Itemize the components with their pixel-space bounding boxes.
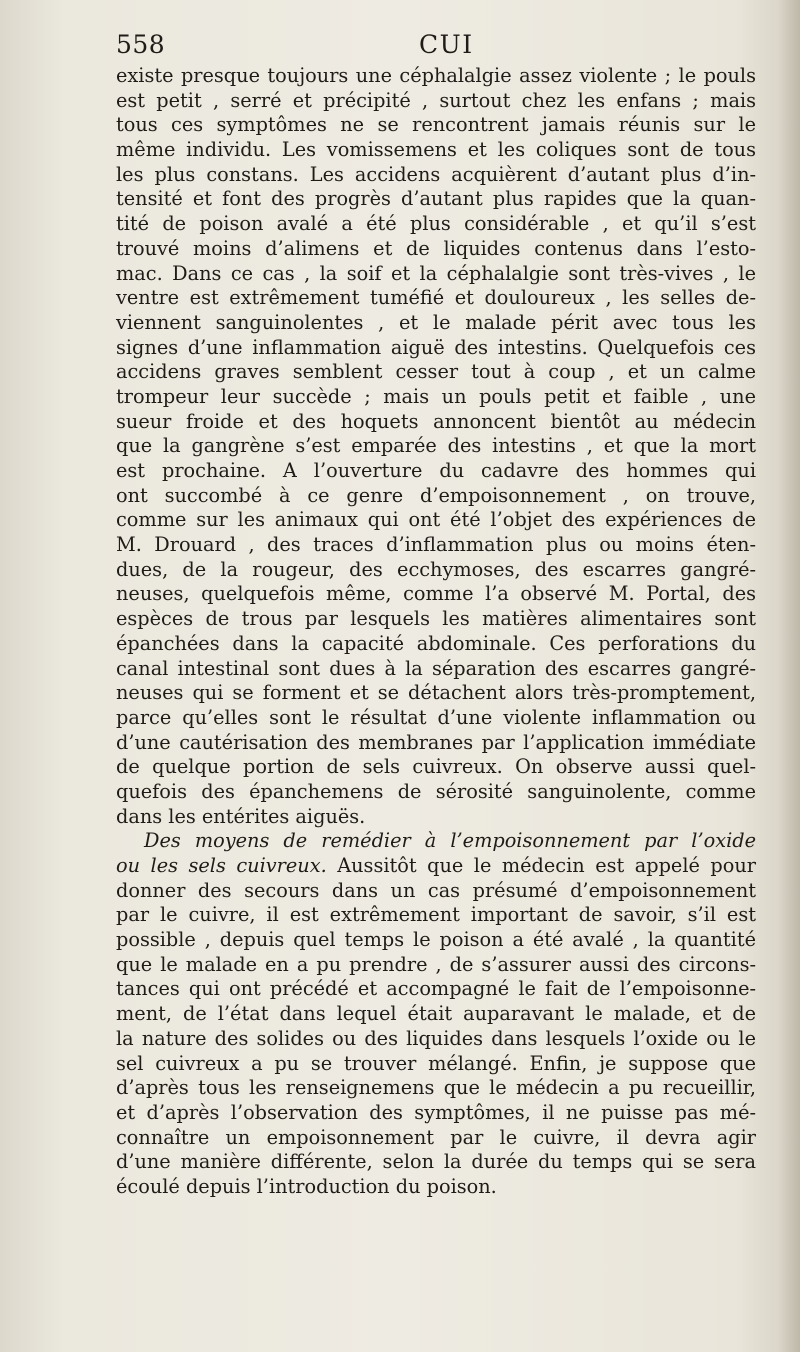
text-line: ont succombé à ce genre d’empoisonnement , on trouve,	[116, 483, 756, 507]
section-title: Des moyens de remédier à l’empoisonnement par l’oxide	[144, 829, 756, 853]
text-line-paragraph-end: écoulé depuis l’introduction du poison.	[116, 1174, 497, 1198]
section-title-end: ou les sels cuivreux.	[116, 854, 327, 877]
text-line: même individu. Les vomissemens et les coliques sont de tous	[116, 138, 756, 162]
text-line: est petit , serré et précipité , surtout chez les enfans ; mais	[116, 88, 756, 112]
text-line: connaître un empoisonnement par le cuivre, il devra agir	[116, 1125, 756, 1149]
text-line: tous ces symptômes ne se rencontrent jamais réunis sur le	[116, 113, 756, 137]
text-line: trompeur leur succède ; mais un pouls petit et faible , une	[116, 384, 756, 408]
text-line: signes d’une inflammation aiguë des intestins. Quelquefois ces	[116, 335, 756, 359]
text-line-paragraph-end: dans les entérites aiguës.	[116, 804, 366, 828]
page-header	[116, 30, 756, 64]
text-line: espèces de trous par lesquels les matières alimentaires sont	[116, 607, 756, 631]
text-line: canal intestinal sont dues à la séparation des escarres gangré-	[116, 656, 756, 680]
text-line: mac. Dans ce cas , la soif et la céphalalgie sont très-vives , le	[116, 261, 756, 285]
text-line: d’après tous les renseignemens que le médecin a pu recueillir,	[116, 1076, 756, 1100]
text-line: neuses, quelquefois même, comme l’a observé M. Portal, des	[116, 582, 756, 606]
text-line: d’une manière différente, selon la durée du temps qui se sera	[116, 1150, 756, 1174]
text-line: ment, de l’état dans lequel était auparavant le malade, et de	[116, 1002, 756, 1026]
text-line: tité de poison avalé a été plus considérable , et qu’il s’est	[116, 212, 756, 236]
text-line: la nature des solides ou des liquides dans lesquels l’oxide ou le	[116, 1026, 756, 1050]
section-title-continued	[116, 854, 756, 879]
text-line: trouvé moins d’alimens et de liquides contenus dans l’esto-	[116, 236, 756, 260]
text-line: d’une cautérisation des membranes par l’application immédiate	[116, 730, 756, 754]
text-line: M. Drouard , des traces d’inflammation plus ou moins éten-	[116, 533, 756, 557]
text-line: sel cuivreux a pu se trouver mélangé. Enfin, je suppose que	[116, 1051, 756, 1075]
text-line: tances qui ont précédé et accompagné le fait de l’empoisonne-	[116, 977, 756, 1001]
page-number: 558	[116, 30, 166, 59]
text-line: accidens graves semblent cesser tout à coup , et un calme	[116, 360, 756, 384]
text-line: et d’après l’observation des symptômes, il ne puisse pas mé-	[116, 1100, 756, 1124]
text-line: parce qu’elles sont le résultat d’une violente inflammation ou	[116, 705, 756, 729]
text-line: épanchées dans la capacité abdominale. Ces perforations du	[116, 631, 756, 655]
text-line: viennent sanguinolentes , et le malade périt avec tous les	[116, 310, 756, 334]
text-line: dues, de la rougeur, des ecchymoses, des escarres gangré-	[116, 557, 756, 581]
section-first-sentence: Aussitôt que le médecin est appelé pour	[326, 854, 756, 877]
text-line: sueur froide et des hoquets annoncent bientôt au médecin	[116, 409, 756, 433]
text-line: quefois des épanchemens de sérosité sanguinolente, comme	[116, 779, 756, 803]
text-line: comme sur les animaux qui ont été l’objet des expériences de	[116, 508, 756, 532]
text-line: possible , depuis quel temps le poison a été avalé , la quantité	[116, 928, 756, 952]
text-line: les plus constans. Les accidens acquièrent d’autant plus d’in-	[116, 162, 756, 186]
text-line: par le cuivre, il est extrêmement important de savoir, s’il est	[116, 903, 756, 927]
text-line: neuses qui se forment et se détachent alors très-promptement,	[116, 681, 756, 705]
text-line: est prochaine. A l’ouverture du cadavre des hommes qui	[116, 459, 756, 482]
text-line: tensité et font des progrès d’autant plus rapides que la quan-	[116, 187, 756, 211]
running-head: CUI	[419, 30, 474, 59]
text-line: que le malade en a pu prendre , de s’assurer aussi des circons-	[116, 952, 756, 976]
body-text	[116, 64, 756, 1200]
text-line: ventre est extrêmement tuméfié et douloureux , les selles de-	[116, 286, 756, 310]
text-line: donner des secours dans un cas présumé d’empoisonnement	[116, 878, 756, 902]
text-line: de quelque portion de sels cuivreux. On observe aussi quel-	[116, 755, 756, 779]
text-line: que la gangrène s’est emparée des intestins , et que la mort	[116, 434, 756, 458]
text-line: existe presque toujours une céphalalgie assez violente ; le pouls	[116, 64, 756, 87]
